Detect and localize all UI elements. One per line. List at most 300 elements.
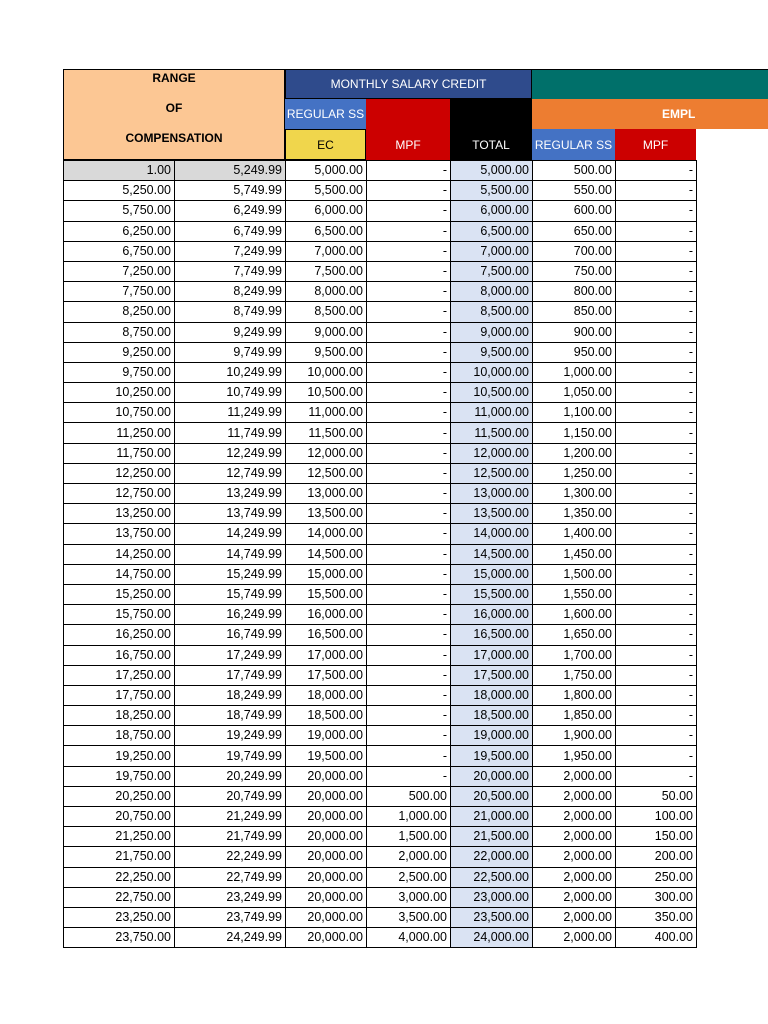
table-row	[64, 746, 697, 766]
range-to-cell: 13,749.99	[175, 504, 286, 524]
range-to-cell: 23,749.99	[175, 907, 286, 927]
employer-mpf-cell: -	[616, 484, 697, 504]
total-cell: 7,500.00	[451, 261, 533, 281]
employer-regular-ss-cell: 1,600.00	[533, 605, 616, 625]
total-cell: 16,000.00	[451, 605, 533, 625]
employer-mpf-cell: -	[616, 524, 697, 544]
range-to-cell: 11,249.99	[175, 403, 286, 423]
ec-cell: 17,500.00	[286, 665, 367, 685]
table-row	[64, 706, 697, 726]
employer-mpf-cell: -	[616, 443, 697, 463]
mpf-cell: -	[367, 544, 451, 564]
range-from-cell: 22,750.00	[64, 887, 175, 907]
range-to-cell: 15,249.99	[175, 564, 286, 584]
range-from-cell: 16,750.00	[64, 645, 175, 665]
ec-cell: 5,500.00	[286, 181, 367, 201]
range-from-cell: 6,250.00	[64, 221, 175, 241]
ec-cell: 6,000.00	[286, 201, 367, 221]
regular-ss-header: REGULAR SS	[285, 99, 366, 129]
table-row	[64, 867, 697, 887]
range-from-cell: 17,750.00	[64, 685, 175, 705]
employer-mpf-cell: -	[616, 201, 697, 221]
total-cell: 23,000.00	[451, 887, 533, 907]
ec-cell: 10,500.00	[286, 383, 367, 403]
range-from-cell: 13,750.00	[64, 524, 175, 544]
total-cell: 22,000.00	[451, 847, 533, 867]
employer-mpf-cell: 300.00	[616, 887, 697, 907]
employer-mpf-cell: -	[616, 645, 697, 665]
table-row	[64, 665, 697, 685]
ec-cell: 11,500.00	[286, 423, 367, 443]
employer-regular-ss-cell: 650.00	[533, 221, 616, 241]
employer-regular-ss-cell: 500.00	[533, 161, 616, 181]
range-to-cell: 13,249.99	[175, 484, 286, 504]
ec-cell: 7,500.00	[286, 261, 367, 281]
total-cell: 14,500.00	[451, 544, 533, 564]
table-row	[64, 524, 697, 544]
teal-header-band	[532, 69, 768, 99]
mpf-cell: -	[367, 463, 451, 483]
employer-regular-ss-cell: 700.00	[533, 241, 616, 261]
mpf-header: MPF	[395, 137, 421, 152]
employer-regular-ss-cell: 1,700.00	[533, 645, 616, 665]
range-from-cell: 5,250.00	[64, 181, 175, 201]
mpf-cell: -	[367, 726, 451, 746]
table-row	[64, 302, 697, 322]
ec-cell: 16,500.00	[286, 625, 367, 645]
total-cell: 11,500.00	[451, 423, 533, 443]
table-row	[64, 584, 697, 604]
range-from-cell: 20,250.00	[64, 786, 175, 806]
table-row	[64, 645, 697, 665]
employer-regular-ss-cell: 850.00	[533, 302, 616, 322]
mpf-cell: -	[367, 161, 451, 181]
employer-mpf-cell: -	[616, 181, 697, 201]
range-from-cell: 23,750.00	[64, 928, 175, 948]
employer-mpf-cell: -	[616, 746, 697, 766]
mpf-cell: -	[367, 322, 451, 342]
employer-mpf-cell: -	[616, 544, 697, 564]
table-row	[64, 241, 697, 261]
employer-mpf-cell: 200.00	[616, 847, 697, 867]
employer-mpf-cell: -	[616, 383, 697, 403]
employer-mpf-cell: -	[616, 584, 697, 604]
employer-mpf-cell: -	[616, 605, 697, 625]
total-cell: 9,500.00	[451, 342, 533, 362]
table-row	[64, 383, 697, 403]
ec-cell: 14,500.00	[286, 544, 367, 564]
mpf-cell: 500.00	[367, 786, 451, 806]
total-cell: 8,000.00	[451, 282, 533, 302]
employer-mpf-cell: -	[616, 504, 697, 524]
employer-regular-ss-cell: 1,750.00	[533, 665, 616, 685]
employer-regular-ss-cell: 2,000.00	[533, 887, 616, 907]
total-cell: 21,500.00	[451, 827, 533, 847]
employer-regular-ss-cell: 1,650.00	[533, 625, 616, 645]
employer-regular-ss-cell: 550.00	[533, 181, 616, 201]
employer-mpf-header: MPF	[615, 129, 696, 160]
ec-cell: 20,000.00	[286, 928, 367, 948]
mpf-cell: -	[367, 181, 451, 201]
mpf-cell: -	[367, 766, 451, 786]
employer-mpf-cell: -	[616, 463, 697, 483]
table-row	[64, 403, 697, 423]
total-cell: 13,000.00	[451, 484, 533, 504]
mpf-cell: 1,000.00	[367, 807, 451, 827]
compensation-label: COMPENSATION	[125, 131, 223, 145]
range-from-cell: 12,250.00	[64, 463, 175, 483]
employer-mpf-cell: 400.00	[616, 928, 697, 948]
employer-mpf-cell: 100.00	[616, 807, 697, 827]
range-to-cell: 19,249.99	[175, 726, 286, 746]
table-row	[64, 201, 697, 221]
table-row	[64, 504, 697, 524]
ec-cell: 19,500.00	[286, 746, 367, 766]
total-cell: 6,000.00	[451, 201, 533, 221]
range-to-cell: 20,249.99	[175, 766, 286, 786]
table-row	[64, 786, 697, 806]
ec-cell: 17,000.00	[286, 645, 367, 665]
range-of-compensation-header	[63, 69, 285, 160]
ec-cell: 20,000.00	[286, 867, 367, 887]
employer-regular-ss-cell: 2,000.00	[533, 807, 616, 827]
ec-cell: 12,000.00	[286, 443, 367, 463]
ec-cell: 20,000.00	[286, 807, 367, 827]
total-cell: 12,500.00	[451, 463, 533, 483]
range-from-cell: 9,250.00	[64, 342, 175, 362]
employer-regular-ss-cell: 750.00	[533, 261, 616, 281]
range-from-cell: 8,750.00	[64, 322, 175, 342]
range-from-cell: 14,750.00	[64, 564, 175, 584]
total-cell: 23,500.00	[451, 907, 533, 927]
range-from-cell: 11,250.00	[64, 423, 175, 443]
range-to-cell: 9,749.99	[175, 342, 286, 362]
employer-mpf-cell: 350.00	[616, 907, 697, 927]
ec-cell: 20,000.00	[286, 766, 367, 786]
table-row	[64, 685, 697, 705]
mpf-cell: 4,000.00	[367, 928, 451, 948]
contribution-table-body	[64, 161, 697, 948]
mpf-cell: -	[367, 403, 451, 423]
total-cell: 24,000.00	[451, 928, 533, 948]
range-to-cell: 10,749.99	[175, 383, 286, 403]
ec-header: EC	[285, 129, 366, 160]
total-cell: 20,500.00	[451, 786, 533, 806]
ec-cell: 7,000.00	[286, 241, 367, 261]
range-from-cell: 17,250.00	[64, 665, 175, 685]
contribution-table	[63, 160, 697, 948]
employer-regular-ss-cell: 1,200.00	[533, 443, 616, 463]
total-cell: 7,000.00	[451, 241, 533, 261]
employer-regular-ss-cell: 1,100.00	[533, 403, 616, 423]
range-to-cell: 22,749.99	[175, 867, 286, 887]
total-cell: 15,000.00	[451, 564, 533, 584]
employer-regular-ss-cell: 600.00	[533, 201, 616, 221]
range-to-cell: 17,249.99	[175, 645, 286, 665]
range-from-cell: 10,750.00	[64, 403, 175, 423]
table-row	[64, 484, 697, 504]
employer-regular-ss-cell: 2,000.00	[533, 867, 616, 887]
range-to-cell: 21,249.99	[175, 807, 286, 827]
range-to-cell: 8,749.99	[175, 302, 286, 322]
employer-header: EMPL	[532, 99, 768, 129]
total-cell: 22,500.00	[451, 867, 533, 887]
ec-cell: 11,000.00	[286, 403, 367, 423]
mpf-cell: -	[367, 605, 451, 625]
ec-cell: 15,000.00	[286, 564, 367, 584]
table-row	[64, 181, 697, 201]
mpf-cell: -	[367, 706, 451, 726]
table-row	[64, 362, 697, 382]
employer-regular-ss-cell: 1,450.00	[533, 544, 616, 564]
mpf-cell: -	[367, 645, 451, 665]
ec-cell: 18,500.00	[286, 706, 367, 726]
range-from-cell: 9,750.00	[64, 362, 175, 382]
mpf-cell: -	[367, 685, 451, 705]
employer-mpf-cell: -	[616, 564, 697, 584]
table-row	[64, 807, 697, 827]
employer-mpf-cell: -	[616, 685, 697, 705]
employer-mpf-cell: -	[616, 362, 697, 382]
range-to-cell: 16,749.99	[175, 625, 286, 645]
range-from-cell: 15,750.00	[64, 605, 175, 625]
mpf-cell: 2,500.00	[367, 867, 451, 887]
range-to-cell: 24,249.99	[175, 928, 286, 948]
range-to-cell: 18,749.99	[175, 706, 286, 726]
employer-regular-ss-cell: 1,000.00	[533, 362, 616, 382]
range-from-cell: 7,750.00	[64, 282, 175, 302]
range-from-cell: 18,250.00	[64, 706, 175, 726]
range-to-cell: 18,249.99	[175, 685, 286, 705]
range-to-cell: 20,749.99	[175, 786, 286, 806]
mpf-cell: -	[367, 423, 451, 443]
range-from-cell: 22,250.00	[64, 867, 175, 887]
ec-cell: 5,000.00	[286, 161, 367, 181]
total-cell: 12,000.00	[451, 443, 533, 463]
range-to-cell: 9,249.99	[175, 322, 286, 342]
total-cell: 15,500.00	[451, 584, 533, 604]
total-cell: 16,500.00	[451, 625, 533, 645]
employer-regular-ss-cell: 2,000.00	[533, 928, 616, 948]
mpf-cell: 2,000.00	[367, 847, 451, 867]
table-row	[64, 161, 697, 181]
range-from-cell: 13,250.00	[64, 504, 175, 524]
range-from-cell: 5,750.00	[64, 201, 175, 221]
employer-mpf-cell: -	[616, 302, 697, 322]
range-from-cell: 6,750.00	[64, 241, 175, 261]
employer-regular-ss-cell: 2,000.00	[533, 907, 616, 927]
range-from-cell: 23,250.00	[64, 907, 175, 927]
table-row	[64, 887, 697, 907]
total-cell: 11,000.00	[451, 403, 533, 423]
range-from-cell: 19,250.00	[64, 746, 175, 766]
employer-regular-ss-cell: 1,350.00	[533, 504, 616, 524]
total-cell: 19,500.00	[451, 746, 533, 766]
total-cell: 8,500.00	[451, 302, 533, 322]
ec-cell: 20,000.00	[286, 887, 367, 907]
total-cell: 6,500.00	[451, 221, 533, 241]
mpf-cell: -	[367, 443, 451, 463]
range-to-cell: 5,749.99	[175, 181, 286, 201]
ec-cell: 18,000.00	[286, 685, 367, 705]
range-to-cell: 14,249.99	[175, 524, 286, 544]
range-from-cell: 19,750.00	[64, 766, 175, 786]
of-label: OF	[165, 101, 183, 115]
ec-cell: 10,000.00	[286, 362, 367, 382]
range-to-cell: 7,749.99	[175, 261, 286, 281]
employer-mpf-cell: -	[616, 241, 697, 261]
range-to-cell: 5,249.99	[175, 161, 286, 181]
range-from-cell: 15,250.00	[64, 584, 175, 604]
total-cell: 17,000.00	[451, 645, 533, 665]
range-to-cell: 8,249.99	[175, 282, 286, 302]
employer-mpf-cell: -	[616, 342, 697, 362]
employer-mpf-cell: -	[616, 766, 697, 786]
total-cell: 10,000.00	[451, 362, 533, 382]
mpf-cell: -	[367, 665, 451, 685]
mpf-cell: 3,000.00	[367, 887, 451, 907]
mpf-cell: -	[367, 342, 451, 362]
ec-cell: 9,000.00	[286, 322, 367, 342]
range-from-cell: 14,250.00	[64, 544, 175, 564]
range-to-cell: 11,749.99	[175, 423, 286, 443]
range-from-cell: 20,750.00	[64, 807, 175, 827]
table-row	[64, 322, 697, 342]
total-cell: 9,000.00	[451, 322, 533, 342]
mpf-cell: -	[367, 221, 451, 241]
ec-cell: 20,000.00	[286, 847, 367, 867]
total-cell: 5,000.00	[451, 161, 533, 181]
range-to-cell: 16,249.99	[175, 605, 286, 625]
ec-cell: 14,000.00	[286, 524, 367, 544]
employer-regular-ss-cell: 1,850.00	[533, 706, 616, 726]
mpf-cell: -	[367, 746, 451, 766]
table-row	[64, 766, 697, 786]
table-row	[64, 261, 697, 281]
range-to-cell: 6,749.99	[175, 221, 286, 241]
employer-regular-ss-cell: 1,550.00	[533, 584, 616, 604]
ec-cell: 15,500.00	[286, 584, 367, 604]
employer-regular-ss-cell: 1,500.00	[533, 564, 616, 584]
range-from-cell: 1.00	[64, 161, 175, 181]
table-row	[64, 726, 697, 746]
range-from-cell: 12,750.00	[64, 484, 175, 504]
table-row	[64, 907, 697, 927]
total-cell: 13,500.00	[451, 504, 533, 524]
range-from-cell: 16,250.00	[64, 625, 175, 645]
range-to-cell: 17,749.99	[175, 665, 286, 685]
employer-regular-ss-cell: 950.00	[533, 342, 616, 362]
mpf-cell: -	[367, 584, 451, 604]
total-cell: 21,000.00	[451, 807, 533, 827]
mpf-cell: -	[367, 504, 451, 524]
mpf-cell: -	[367, 383, 451, 403]
range-from-cell: 10,250.00	[64, 383, 175, 403]
total-cell: 19,000.00	[451, 726, 533, 746]
total-cell: 18,500.00	[451, 706, 533, 726]
employer-regular-ss-cell: 800.00	[533, 282, 616, 302]
ec-cell: 16,000.00	[286, 605, 367, 625]
employer-regular-ss-cell: 2,000.00	[533, 786, 616, 806]
employer-regular-ss-cell: 1,400.00	[533, 524, 616, 544]
mpf-cell: 1,500.00	[367, 827, 451, 847]
employer-regular-ss-cell: 2,000.00	[533, 847, 616, 867]
ec-cell: 19,000.00	[286, 726, 367, 746]
range-from-cell: 21,750.00	[64, 847, 175, 867]
total-cell: 20,000.00	[451, 766, 533, 786]
range-to-cell: 7,249.99	[175, 241, 286, 261]
total-header: TOTAL	[472, 137, 510, 152]
employer-mpf-cell: -	[616, 423, 697, 443]
mpf-cell: -	[367, 362, 451, 382]
table-row	[64, 625, 697, 645]
range-to-cell: 14,749.99	[175, 544, 286, 564]
employer-mpf-cell: -	[616, 726, 697, 746]
ec-cell: 8,000.00	[286, 282, 367, 302]
ec-cell: 20,000.00	[286, 827, 367, 847]
employer-mpf-cell: 150.00	[616, 827, 697, 847]
employer-regular-ss-cell: 1,250.00	[533, 463, 616, 483]
range-from-cell: 8,250.00	[64, 302, 175, 322]
employer-regular-ss-cell: 1,300.00	[533, 484, 616, 504]
employer-mpf-cell: -	[616, 261, 697, 281]
employer-regular-ss-cell: 2,000.00	[533, 766, 616, 786]
range-from-cell: 18,750.00	[64, 726, 175, 746]
range-to-cell: 21,749.99	[175, 827, 286, 847]
total-cell: 17,500.00	[451, 665, 533, 685]
employer-mpf-cell: -	[616, 665, 697, 685]
range-to-cell: 22,249.99	[175, 847, 286, 867]
ec-cell: 20,000.00	[286, 786, 367, 806]
range-to-cell: 19,749.99	[175, 746, 286, 766]
employer-mpf-cell: -	[616, 221, 697, 241]
mpf-cell: -	[367, 282, 451, 302]
employer-regular-ss-cell: 1,900.00	[533, 726, 616, 746]
total-cell: 10,500.00	[451, 383, 533, 403]
employer-mpf-cell: 50.00	[616, 786, 697, 806]
ec-cell: 12,500.00	[286, 463, 367, 483]
range-to-cell: 12,749.99	[175, 463, 286, 483]
range-to-cell: 15,749.99	[175, 584, 286, 604]
table-row	[64, 463, 697, 483]
range-to-cell: 6,249.99	[175, 201, 286, 221]
employer-regular-ss-cell: 2,000.00	[533, 827, 616, 847]
employer-regular-ss-cell: 1,950.00	[533, 746, 616, 766]
table-row	[64, 282, 697, 302]
range-from-cell: 21,250.00	[64, 827, 175, 847]
employer-regular-ss-header: REGULAR SS	[532, 129, 615, 160]
range-from-cell: 7,250.00	[64, 261, 175, 281]
ec-cell: 20,000.00	[286, 907, 367, 927]
table-row	[64, 221, 697, 241]
total-cell: 18,000.00	[451, 685, 533, 705]
table-row	[64, 847, 697, 867]
mpf-cell: -	[367, 261, 451, 281]
employer-mpf-cell: -	[616, 625, 697, 645]
table-row	[64, 423, 697, 443]
employer-regular-ss-cell: 1,800.00	[533, 685, 616, 705]
table-row	[64, 605, 697, 625]
employer-regular-ss-cell: 1,150.00	[533, 423, 616, 443]
mpf-cell: -	[367, 484, 451, 504]
mpf-cell: -	[367, 524, 451, 544]
ec-cell: 13,000.00	[286, 484, 367, 504]
employer-mpf-cell: 250.00	[616, 867, 697, 887]
employer-regular-ss-cell: 1,050.00	[533, 383, 616, 403]
monthly-salary-credit-header: MONTHLY SALARY CREDIT	[285, 69, 532, 99]
table-row	[64, 544, 697, 564]
range-from-cell: 11,750.00	[64, 443, 175, 463]
